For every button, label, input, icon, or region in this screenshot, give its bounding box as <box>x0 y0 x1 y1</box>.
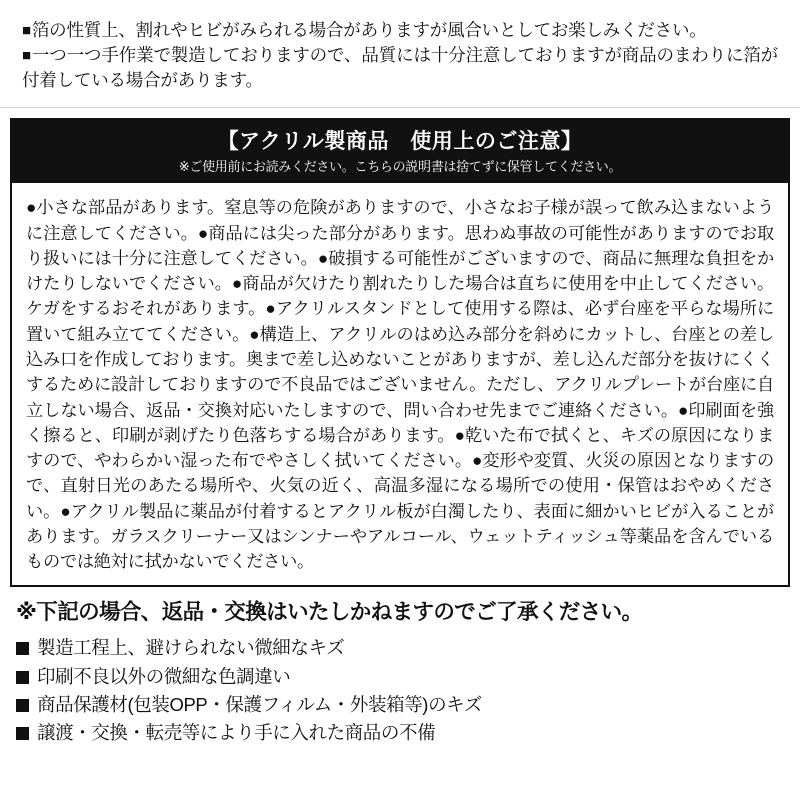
square-bullet-icon <box>16 727 29 740</box>
list-item-label: 譲渡・交換・転売等により手に入れた商品の不備 <box>37 721 436 743</box>
list-item-label: 印刷不良以外の微細な色調違い <box>37 665 291 687</box>
return-policy-section <box>0 587 800 747</box>
panel-title: 【アクリル製商品 使用上のご注意】 <box>217 129 583 153</box>
top-note-item <box>22 18 778 43</box>
top-notes-section <box>0 0 800 97</box>
square-bullet-icon <box>16 671 29 684</box>
return-policy-list <box>16 634 784 746</box>
panel-header <box>12 120 788 184</box>
top-note-item <box>22 43 778 93</box>
acrylic-notice-panel <box>10 118 790 587</box>
panel-body <box>12 183 788 584</box>
top-note-text: 箔の性質上、割れやヒビがみられる場合がありますが風合いとしてお楽しみください。 <box>31 20 707 40</box>
list-item <box>16 691 784 719</box>
list-item <box>16 663 784 691</box>
section-divider <box>0 107 800 108</box>
list-item-label: 製造工程上、避けられない微細なキズ <box>37 637 345 659</box>
list-item <box>16 719 784 747</box>
square-bullet-icon <box>16 699 29 712</box>
square-bullet-icon: ■ <box>22 46 31 64</box>
square-bullet-icon: ■ <box>22 22 31 39</box>
square-bullet-icon <box>16 642 29 655</box>
return-policy-heading: ※下記の場合、返品・交換はいたしかねますのでご了承ください。 <box>16 599 643 624</box>
panel-body-text: ●小さな部品があります。窒息等の危険がありますので、小さなお子様が誤って飲み込まないように注意してください。●商品には尖った部分があります。思わぬ事故の可能性がありますのでお取り扱いには十分に注意してください。●破損する可能性がございますので、商品に無理な負担をかけたりしないでください。●商品が欠けたり割れたりした場合は直ちに使用を中止してください。ケガをするおそれがあります。●アクリルスタンドとして使用する際は、必ず台座を平らな場所に置いて組み立ててください。●構造上、アクリルのはめ込み部分を斜めにカットし、台座との差し込み口を作成しております。奥まで差し込めないことがありますが、差し込んだ部分を抜けにくくするために設計しておりますので不良品ではございません。ただし、アクリルプレートが台座に自立しない場合、返品・交換対応いたしますので、問い合わせ先までご連絡ください。●印刷面を強く擦ると、印刷が剥げたり色落ちする場合があります。●乾いた布で拭くと、キズの原因になりますので、やわらかい湿った布でやさしく拭いてください。●変形や変質、火災の原因となりますので、直射日光のあたる場所や、火気の近く、高温多湿になる場所での使用・保管はおやめください。●アクリル製品に薬品が付着するとアクリル板が白濁したり、表面に細かいヒビが入ることがあります。ガラスクリーナー又はシンナーやアルコール、ウェットティッシュ等薬品を含んでいるものでは絶対に拭かないでください。 <box>26 197 774 572</box>
list-item-label: 商品保護材(包装OPP・保護フィルム・外装箱等)のキズ <box>37 693 483 715</box>
top-note-text: 一つ一つ手作業で製造しておりますので、品質には十分注意しておりますが商品のまわりに箔が付着している場合があります。 <box>22 44 778 90</box>
list-item <box>16 634 784 662</box>
panel-subtitle: ※ご使用前にお読みください。こちらの説明書は捨てずに保管してください。 <box>178 158 622 174</box>
